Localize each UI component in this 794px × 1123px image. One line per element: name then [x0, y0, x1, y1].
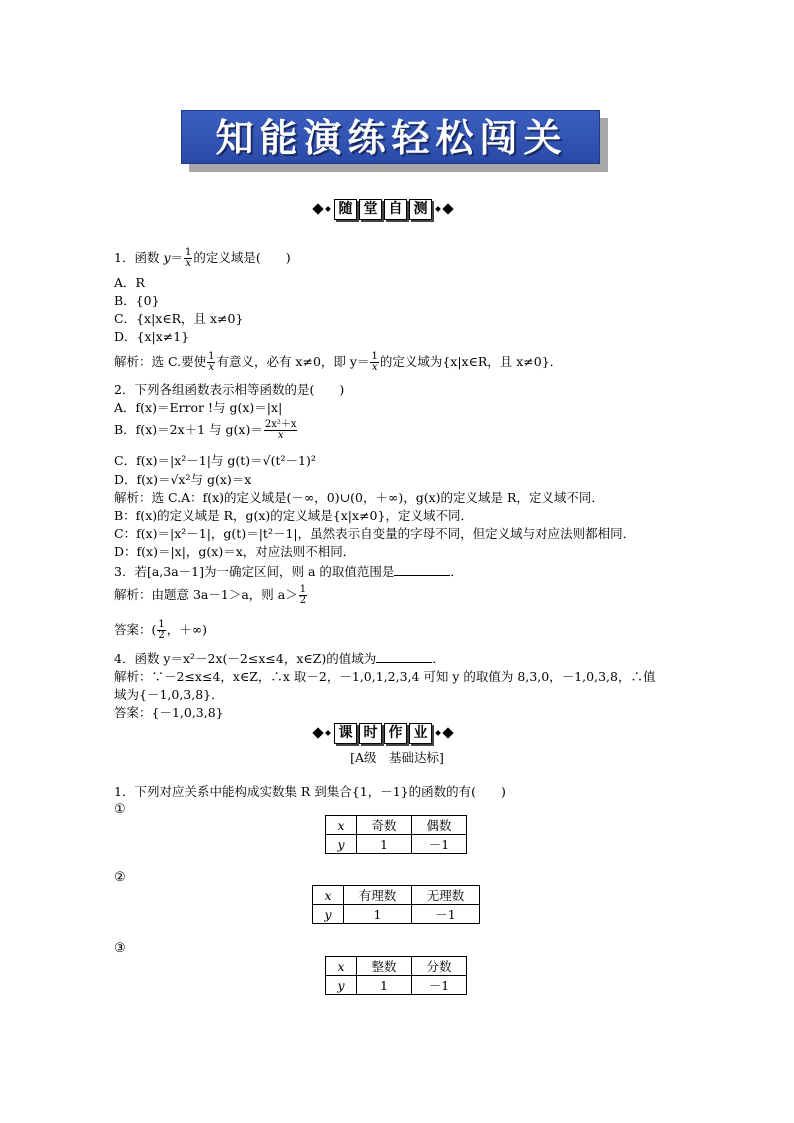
section-char: 随 — [334, 199, 357, 220]
q3-ans-text: 解析：由题意 3a－1＞a，则 a＞ — [114, 587, 298, 602]
table-cell: 整数 — [357, 957, 412, 976]
q3-stem-text: 3．若[a,3a－1]为一确定区间，则 a 的取值范围是 — [114, 564, 395, 579]
section-char: 时 — [359, 723, 382, 744]
q1-ans-a: 解析：选 C.要使 — [114, 354, 207, 369]
answer-blank — [376, 650, 432, 663]
frac-den: 2 — [299, 595, 307, 606]
table-row — [313, 886, 480, 905]
table-cell: 无理数 — [412, 886, 480, 905]
table-cell: 奇数 — [357, 816, 412, 835]
item-marker-2: ② — [114, 870, 126, 885]
q1-option-b: B．{0} — [114, 293, 160, 308]
frac-den: x — [208, 362, 215, 373]
q2-analysis-4: D：f(x)＝|x|，g(x)＝x，对应法则不相同． — [114, 544, 356, 559]
q2-option-a: A．f(x)＝Error !与 g(x)＝|x| — [114, 400, 283, 415]
frac-num: 2x²＋x — [264, 419, 297, 430]
section-label-2 — [334, 723, 432, 744]
table-cell: 分数 — [412, 957, 467, 976]
table-row — [326, 976, 467, 995]
hw1-stem: 1．下列对应关系中能构成实数集 R 到集合{1，－1}的函数的有( ) — [114, 784, 506, 799]
q4-end: ． — [432, 651, 445, 666]
section-char: 堂 — [359, 199, 382, 220]
q2-option-c: C．f(x)＝|x²－1|与 g(t)＝√(t²－1)² — [114, 453, 316, 468]
frac-num: 1 — [208, 351, 215, 362]
q1-ans-c: 的定义域为{x|x∈R，且 x≠0}． — [379, 354, 563, 369]
frac-den: x — [371, 362, 378, 373]
frac-den: x — [277, 430, 284, 441]
section-header-1 — [314, 198, 452, 220]
frac-num: 1 — [185, 247, 192, 258]
level-subtitle: [A级 基础达标] — [350, 750, 444, 765]
q2-analysis-1: 解析：选 C.A：f(x)的定义域是(－∞，0)∪(0，＋∞)，g(x)的定义域是 R，定义域不同． — [114, 490, 604, 505]
diamond-icon — [442, 203, 453, 214]
section-char: 业 — [409, 723, 432, 744]
mapping-table-2 — [312, 885, 480, 924]
q2-optb-text: B．f(x)＝2x＋1 与 g(x)＝ — [114, 422, 263, 437]
q1-stem-a: 1．函数 — [114, 250, 164, 265]
q3-answer — [114, 620, 207, 641]
diamond-icon — [325, 730, 331, 736]
frac-num: 1 — [158, 619, 165, 630]
section-label-1 — [334, 199, 432, 220]
q1-option-a: A．R — [114, 275, 145, 290]
section-char: 测 — [409, 199, 432, 220]
table-cell: y — [326, 976, 357, 995]
table-cell: 1 — [357, 976, 412, 995]
table-cell: 1 — [357, 835, 412, 854]
q1-ans-b: 有意义，必有 x≠0，即 y＝ — [216, 354, 370, 369]
q1-fraction — [184, 248, 192, 269]
title-banner — [181, 110, 608, 172]
table-cell: x — [313, 886, 344, 905]
frac-num: 1 — [299, 584, 307, 595]
item-marker-3: ③ — [114, 941, 126, 956]
table-row — [326, 835, 467, 854]
table-cell: x — [326, 957, 357, 976]
table-cell: y — [313, 905, 344, 924]
frac-den: x — [185, 258, 192, 269]
q3-fraction — [299, 585, 307, 606]
q3-analysis — [114, 585, 308, 606]
q1-stem-b: 的定义域是( ) — [193, 250, 291, 265]
item-marker-1: ① — [114, 802, 126, 817]
diamond-icon — [312, 727, 323, 738]
diamond-icon — [435, 206, 441, 212]
table-row — [326, 957, 467, 976]
q1-eq: ＝ — [170, 250, 184, 265]
diamond-icon — [325, 206, 331, 212]
q3-end: ． — [450, 564, 463, 579]
diamond-icon — [312, 203, 323, 214]
diamond-icon — [442, 727, 453, 738]
q2-analysis-2: B：f(x)的定义域是 R，g(x)的定义域是{x|x≠0}，定义域不同． — [114, 508, 473, 523]
section-char: 自 — [384, 199, 407, 220]
banner-face — [181, 110, 600, 164]
diamond-icon — [435, 730, 441, 736]
q1-ans-fraction-2 — [370, 352, 378, 373]
q1-option-c: C．{x|x∈R，且 x≠0} — [114, 311, 244, 326]
section-char: 作 — [384, 723, 407, 744]
q3-key-fraction — [157, 620, 165, 641]
table-row — [313, 905, 480, 924]
q2-stem: 2．下列各组函数表示相等函数的是( ) — [114, 382, 345, 397]
q4-stem — [114, 650, 445, 667]
q1-option-d: D．{x|x≠1} — [114, 329, 190, 344]
table-cell: x — [326, 816, 357, 835]
q4-stem-text: 4．函数 y＝x²－2x(－2≤x≤4，x∈Z)的值域为 — [114, 651, 377, 666]
table-cell: －1 — [412, 835, 467, 854]
q4-answer: 答案：{－1,0,3,8} — [114, 705, 224, 720]
q2-option-b — [114, 420, 298, 441]
table-cell: 1 — [344, 905, 412, 924]
frac-num: 1 — [371, 351, 378, 362]
banner-title: 知能演练轻松闯关 — [215, 116, 568, 160]
q3-key-a: 答案：( — [114, 622, 157, 637]
frac-den: 2 — [158, 630, 165, 641]
q3-stem — [114, 563, 463, 580]
q4-analysis-1: 解析：∵－2≤x≤4，x∈Z，∴x 取－2，－1,0,1,2,3,4 可知 y 的取值为 8,3,0，－1,0,3,8，∴值 — [114, 669, 656, 684]
table-cell: －1 — [412, 905, 480, 924]
mapping-table-1 — [325, 815, 467, 854]
q2-optb-fraction — [264, 420, 298, 441]
q1-stem — [114, 248, 291, 269]
q3-key-b: ，＋∞) — [166, 622, 208, 637]
table-cell: －1 — [412, 976, 467, 995]
q4-analysis-2: 域为{－1,0,3,8}． — [114, 687, 224, 702]
table-cell: 偶数 — [412, 816, 467, 835]
table-cell: 有理数 — [344, 886, 412, 905]
answer-blank — [394, 563, 450, 576]
section-char: 课 — [334, 723, 357, 744]
section-header-2 — [314, 722, 452, 744]
q2-option-d: D．f(x)＝√x²与 g(x)＝x — [114, 472, 252, 487]
q1-var-y: y — [163, 250, 171, 265]
q1-ans-fraction — [207, 352, 215, 373]
q1-analysis — [114, 352, 562, 373]
table-row — [326, 816, 467, 835]
mapping-table-3 — [325, 956, 467, 995]
q2-analysis-3: C：f(x)＝|x²－1|，g(t)＝|t²－1|，虽然表示自变量的字母不同，但定义域与对应法则都相同． — [114, 526, 636, 541]
table-cell: y — [326, 835, 357, 854]
